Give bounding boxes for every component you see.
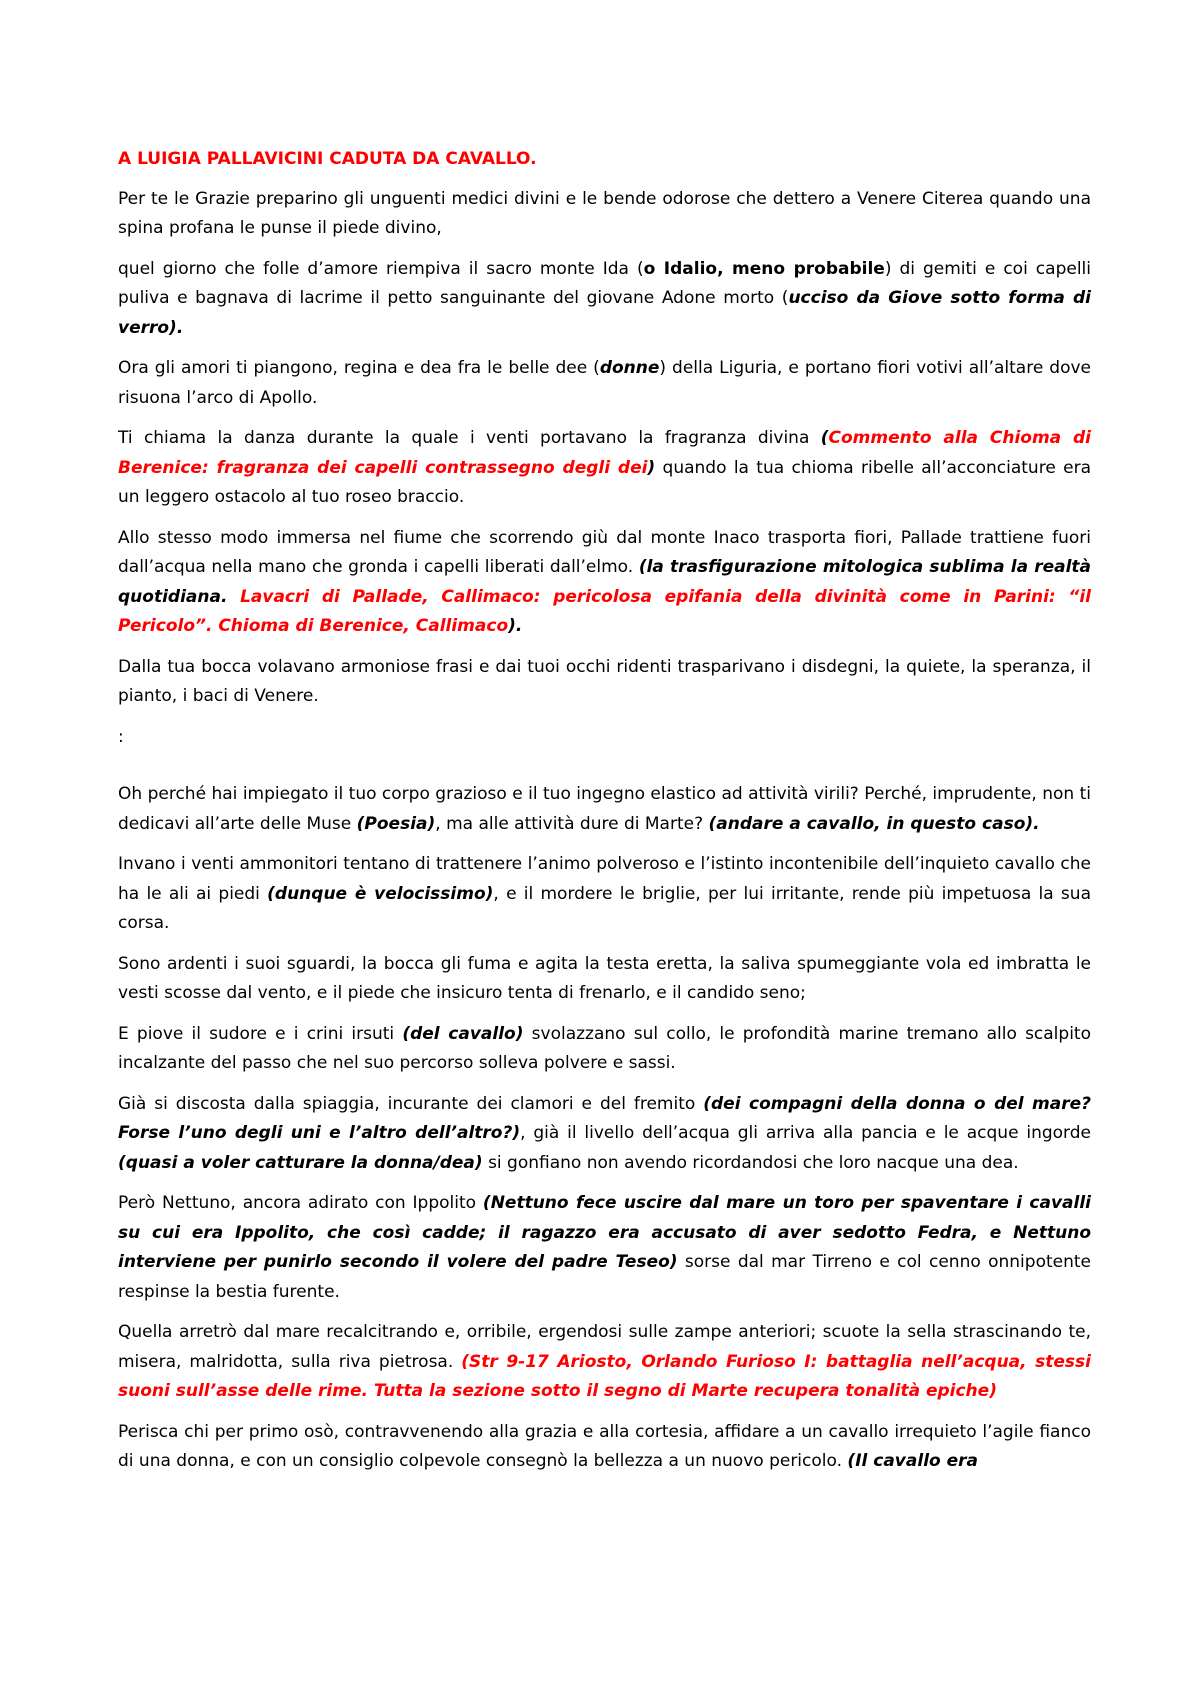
paragraph xyxy=(118,424,1091,513)
text-run: , e il mordere le briglie, per lui irritante, rende più impetuosa la sua corsa. xyxy=(118,883,1091,933)
paragraph xyxy=(118,1020,1091,1079)
text-run: ). xyxy=(508,616,523,636)
text-run: Commento alla Chioma di Berenice: fragranza dei capelli contrassegno degli dei xyxy=(118,428,1092,478)
text-run: : xyxy=(118,726,124,747)
text-run: (la trasfigurazione mitologica sublima la realtà quotidiana. xyxy=(118,557,1092,607)
text-run: svolazzano sul collo, le profondità marine tremano allo scalpito incalzante del passo che nel suo percorso solleva polvere e sassi. xyxy=(118,1023,1091,1073)
text-run: si gonfiano non avendo ricordandosi che loro nacque una dea. xyxy=(482,1152,1019,1173)
paragraph xyxy=(118,723,1091,753)
text-run: (dunque è velocissimo) xyxy=(267,883,494,904)
text-run: (Str 9-17 Ariosto, Orlando Furioso I: battaglia nell’acqua, stessi suoni sull’asse delle rime. Tutta la sezione sotto il segno di Marte recupera tonalità epiche) xyxy=(118,1351,1091,1401)
text-run: o Idalio, meno probabile xyxy=(643,258,885,279)
paragraph xyxy=(118,950,1091,1009)
text-run: Invano i venti ammonitori tentano di trattenere l’animo polveroso e l’istinto incontenibile dell’inquieto cavallo che ha le ali ai piedi xyxy=(118,854,1091,904)
paragraph xyxy=(118,1318,1091,1407)
text-run: E piove il sudore e i crini irsuti xyxy=(118,1023,403,1044)
document-body xyxy=(118,145,1091,1488)
text-run: Già si discosta dalla spiaggia, incurante dei clamori e del fremito xyxy=(118,1093,704,1114)
paragraphs-container xyxy=(118,185,1091,1477)
text-run: Però Nettuno, ancora adirato con Ippolito xyxy=(118,1193,483,1213)
text-run: , ma alle attività dure di Marte? xyxy=(435,813,709,834)
text-run: Lavacri di Pallade, Callimaco: pericolosa epifania della divinità come in Parini: “il Pericolo”. Chioma di Berenice, Callimaco xyxy=(118,586,1091,636)
text-run: Dalla tua bocca volavano armoniose frasi e dai tuoi occhi ridenti trasparivano i disdegni, la quiete, la speranza, il pianto, i baci di Venere. xyxy=(118,656,1091,706)
text-run: ucciso da Giove sotto forma di verro). xyxy=(118,288,1092,338)
text-run: Sono ardenti i suoi sguardi, la bocca gli fuma e agita la testa eretta, la saliva spumeggiante vola ed imbratta le vesti scosse dal vento, e il piede che insicuro tenta di frenarlo, e il candido seno; xyxy=(118,953,1091,1003)
text-run: (Il cavallo era xyxy=(847,1451,979,1471)
text-run: sorse dal mar Tirreno e col cenno onnipotente respinse la bestia furente. xyxy=(118,1252,1091,1302)
paragraph xyxy=(118,255,1091,344)
text-run: (Poesia) xyxy=(356,813,436,834)
text-run: quando la tua chioma ribelle all’acconciature era un leggero ostacolo al tuo roseo braccio. xyxy=(118,457,1091,507)
document-title: A LUIGIA PALLAVICINI CADUTA DA CAVALLO. xyxy=(118,149,537,169)
paragraph xyxy=(118,185,1091,244)
paragraph xyxy=(118,850,1091,939)
paragraph xyxy=(118,1090,1091,1179)
text-run: Per te le Grazie preparino gli unguenti medici divini e le bende odorose che dettero a Venere Citerea quando una spina profana le punse il piede divino, xyxy=(118,188,1091,238)
text-run: Ti chiama la danza durante la quale i venti portavano la fragranza divina xyxy=(118,428,821,448)
text-run: (Nettuno fece uscire dal mare un toro per spaventare i cavalli su cui era Ippolito, che così cadde; il ragazzo era accusato di aver sedotto Fedra, e Nettuno interviene per punirlo secondo il volere del padre Teseo) xyxy=(118,1193,1092,1272)
paragraph xyxy=(118,1418,1091,1477)
text-run: Quella arretrò dal mare recalcitrando e, orribile, ergendosi sulle zampe anteriori; scuote la sella strascinando te, misera, malridotta, sulla riva pietrosa. xyxy=(118,1322,1091,1372)
text-run: donne xyxy=(599,358,660,378)
text-run: quel giorno che folle d’amore riempiva il sacro monte Ida ( xyxy=(118,258,644,279)
paragraph xyxy=(118,1189,1091,1307)
paragraph xyxy=(118,354,1091,413)
text-run: (del cavallo) xyxy=(402,1023,524,1044)
text-run: ) della Liguria, e portano fiori votivi all’altare dove risuona l’arco di Apollo. xyxy=(118,358,1091,408)
text-run: (quasi a voler catturare la donna/dea) xyxy=(118,1152,483,1173)
text-run: Ora gli amori ti piangono, regina e dea fra le belle dee ( xyxy=(118,358,600,378)
text-run: Oh perché hai impiegato il tuo corpo grazioso e il tuo ingegno elastico ad attività virili? Perché, imprudente, non ti dedicavi all’arte delle Muse xyxy=(118,784,1091,834)
text-run: Perisca chi per primo osò, contravvenendo alla grazia e alla cortesia, affidare a un cavallo irrequieto l’agile fianco di una donna, e con un consiglio colpevole consegnò la bellezza a un nuovo pericolo. xyxy=(118,1421,1091,1471)
text-run: ) xyxy=(647,457,656,478)
text-run: (dei compagni della donna o del mare? Forse l’uno degli uni e l’altro dell’altro?) xyxy=(118,1093,1092,1143)
paragraph xyxy=(118,524,1091,642)
text-run: , già il livello dell’acqua gli arriva alla pancia e le acque ingorde xyxy=(520,1123,1091,1143)
text-run: ( xyxy=(820,428,829,448)
paragraph xyxy=(118,653,1091,712)
text-run: ) di gemiti e coi capelli puliva e bagnava di lacrime il petto sanguinante del giovane Adone morto ( xyxy=(118,258,1091,308)
text-run: Allo stesso modo immersa nel fiume che scorrendo giù dal monte Inaco trasporta fiori, Pallade trattiene fuori dall’acqua nella mano che gronda i capelli liberati dall’elmo. xyxy=(118,527,1091,577)
paragraph xyxy=(118,780,1091,839)
text-run: (andare a cavallo, in questo caso). xyxy=(708,813,1040,834)
